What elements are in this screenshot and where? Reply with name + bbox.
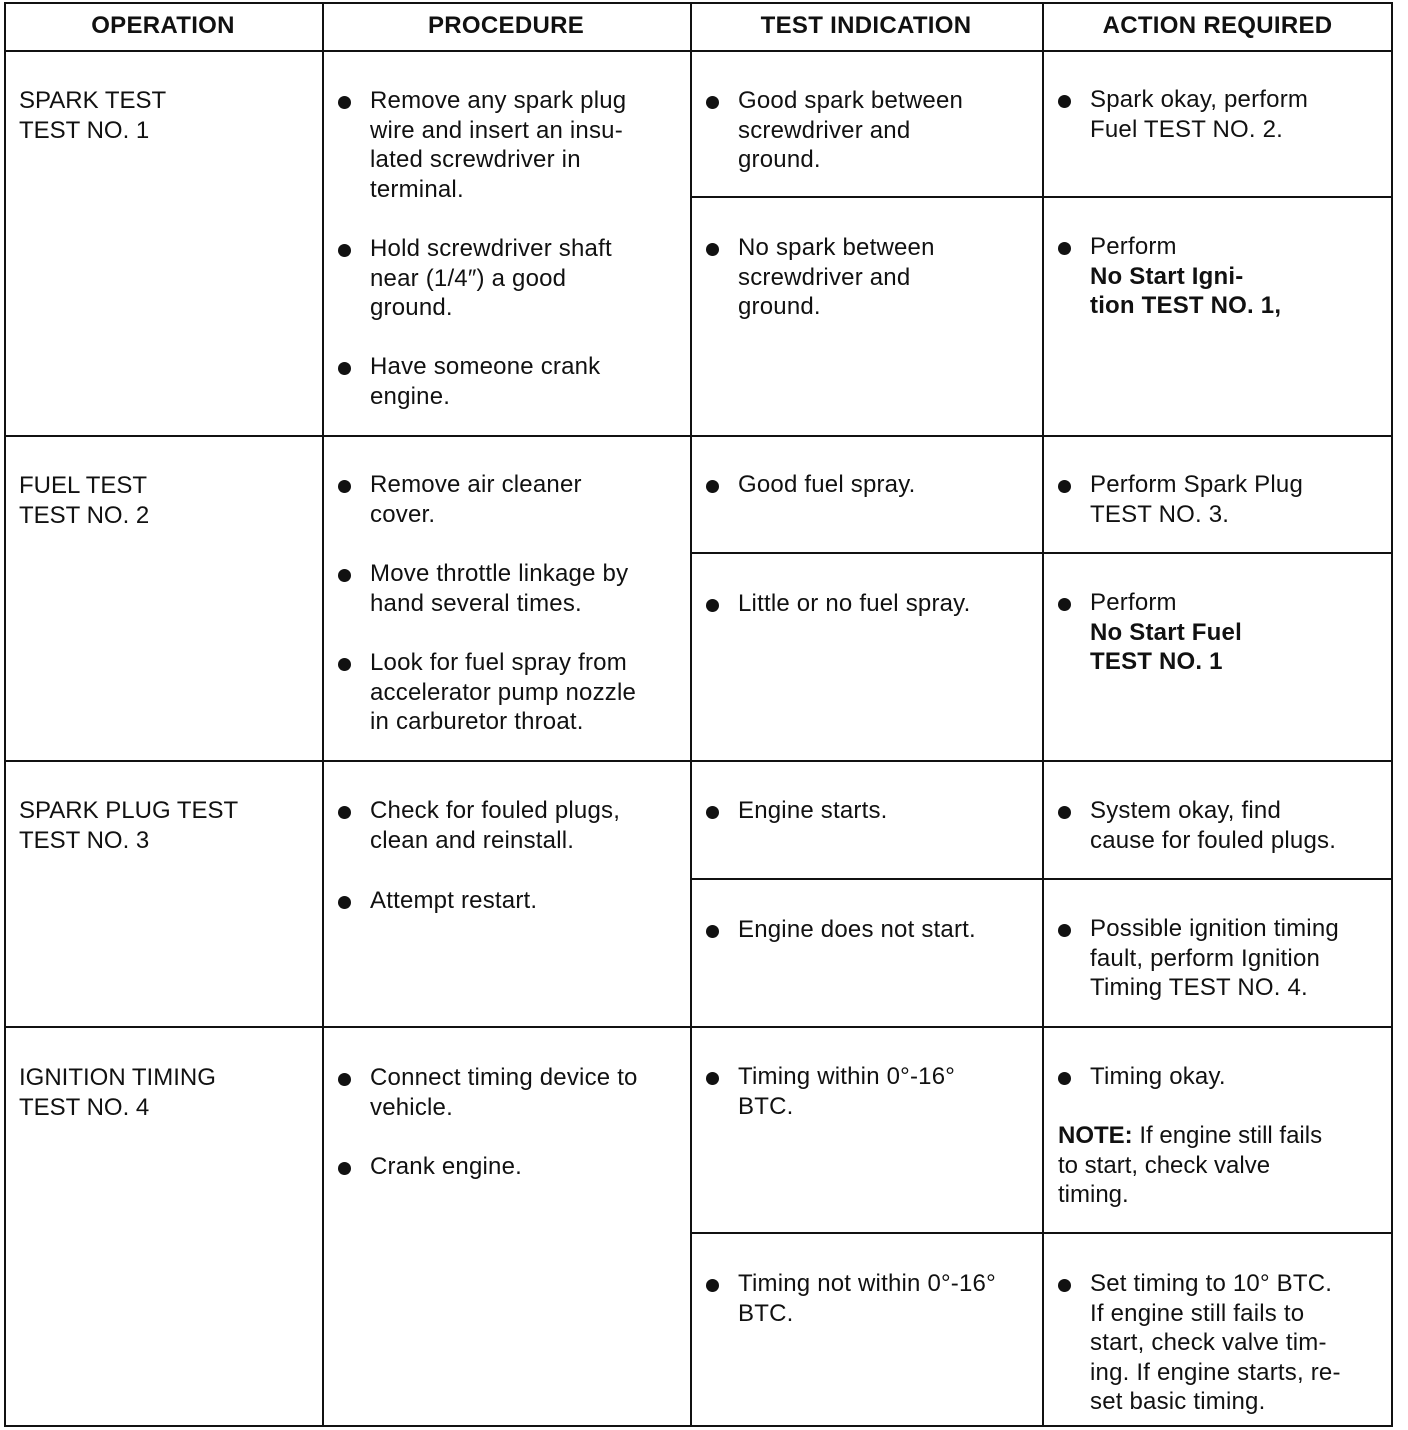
subrow-divider — [690, 878, 1393, 880]
bullet-icon — [338, 569, 351, 582]
bullet-icon — [1058, 480, 1071, 493]
bullet-icon — [338, 480, 351, 493]
procedure-step: Hold screwdriver shaft near (1/4″) a good ground. — [370, 234, 612, 323]
header-test-indication: TEST INDICATION — [760, 12, 972, 39]
action-required: Perform Spark Plug TEST NO. 3. — [1090, 470, 1303, 529]
bullet-icon — [706, 243, 719, 256]
column-divider — [690, 2, 692, 1427]
operation-cell: IGNITION TIMING TEST NO. 4 — [19, 1064, 216, 1121]
bullet-icon — [706, 806, 719, 819]
troubleshooting-table — [4, 2, 1393, 1427]
bullet-icon — [1058, 242, 1071, 255]
subrow-divider — [690, 1232, 1393, 1234]
test-indication: Engine starts. — [738, 796, 888, 826]
bullet-icon — [706, 480, 719, 493]
bullet-icon — [706, 599, 719, 612]
operation-cell: SPARK TEST TEST NO. 1 — [19, 87, 167, 144]
action-required: Spark okay, perform Fuel TEST NO. 2. — [1090, 85, 1308, 144]
note-text: NOTE: If engine still fails to start, check valve timing. — [1058, 1122, 1323, 1208]
action-required: Set timing to 10° BTC. If engine still fails to start, check valve tim- ing. If engine starts, re- set basic timing. — [1090, 1269, 1341, 1417]
procedure-step: Connect timing device to vehicle. — [370, 1063, 638, 1122]
subrow-divider — [690, 552, 1393, 554]
action-required: Possible ignition timing fault, perform Ignition Timing TEST NO. 4. — [1090, 914, 1339, 1003]
bullet-icon — [338, 362, 351, 375]
bullet-icon — [706, 96, 719, 109]
subrow-divider — [690, 196, 1393, 198]
header-operation: OPERATION — [91, 12, 235, 39]
procedure-step: Remove any spark plug wire and insert an insu- lated screwdriver in terminal. — [370, 86, 626, 204]
bullet-icon — [338, 896, 351, 909]
column-divider — [1042, 2, 1044, 1427]
operation-cell: FUEL TEST TEST NO. 2 — [19, 472, 150, 529]
bullet-icon — [338, 658, 351, 671]
bullet-icon — [706, 925, 719, 938]
header-action-required: ACTION REQUIRED — [1102, 12, 1333, 39]
bullet-icon — [338, 806, 351, 819]
action-required: Timing okay. — [1090, 1062, 1226, 1092]
header-divider — [4, 50, 1393, 52]
action-required: Perform No Start Fuel TEST NO. 1 — [1090, 588, 1242, 677]
test-indication: Good fuel spray. — [738, 470, 916, 500]
bullet-icon — [1058, 95, 1071, 108]
bullet-icon — [338, 96, 351, 109]
procedure-step: Have someone crank engine. — [370, 352, 600, 411]
row-divider — [4, 760, 1393, 762]
procedure-step: Move throttle linkage by hand several times. — [370, 559, 628, 618]
bullet-icon — [1058, 1072, 1071, 1085]
procedure-step: Attempt restart. — [370, 886, 537, 916]
bullet-icon — [1058, 598, 1071, 611]
test-indication: Good spark between screwdriver and ground. — [738, 86, 963, 175]
bullet-icon — [706, 1072, 719, 1085]
note-label: NOTE: — [1058, 1122, 1133, 1149]
row-divider — [4, 435, 1393, 437]
bullet-icon — [338, 244, 351, 257]
action-required: Perform No Start Igni- tion TEST NO. 1, — [1090, 232, 1281, 321]
procedure-step: Remove air cleaner cover. — [370, 470, 582, 529]
test-indication: Little or no fuel spray. — [738, 589, 970, 619]
bullet-icon — [1058, 1279, 1071, 1292]
operation-cell: SPARK PLUG TEST TEST NO. 3 — [19, 797, 239, 854]
bullet-icon — [1058, 924, 1071, 937]
row-divider — [4, 1026, 1393, 1028]
bullet-icon — [1058, 806, 1071, 819]
test-indication: Engine does not start. — [738, 915, 976, 945]
action-required: System okay, find cause for fouled plugs. — [1090, 796, 1336, 855]
bullet-icon — [706, 1279, 719, 1292]
header-procedure: PROCEDURE — [427, 12, 585, 39]
procedure-step: Check for fouled plugs, clean and reinstall. — [370, 796, 620, 855]
bullet-icon — [338, 1162, 351, 1175]
procedure-step: Crank engine. — [370, 1152, 522, 1182]
test-indication: No spark between screwdriver and ground. — [738, 233, 935, 322]
bullet-icon — [338, 1073, 351, 1086]
test-indication: Timing within 0°-16° BTC. — [738, 1062, 955, 1121]
column-divider — [322, 2, 324, 1427]
procedure-step: Look for fuel spray from accelerator pump nozzle in carburetor throat. — [370, 648, 636, 737]
test-indication: Timing not within 0°-16° BTC. — [738, 1269, 996, 1328]
